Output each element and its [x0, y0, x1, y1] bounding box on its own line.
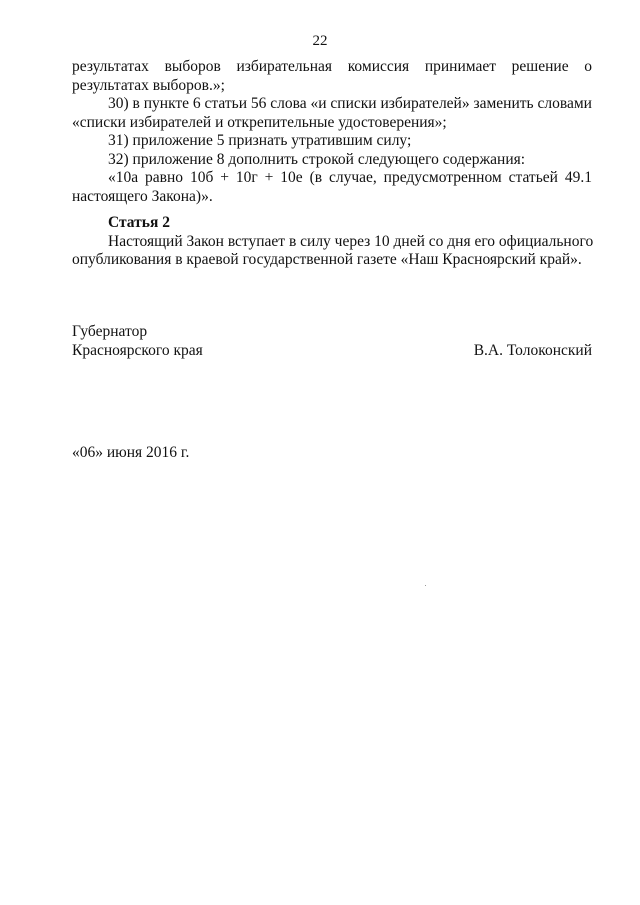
signer-position-line-1: Губернатор — [72, 323, 148, 340]
signer-position-line-2: Красноярского края — [72, 342, 203, 359]
scan-speck — [425, 585, 426, 586]
body-line-2: результатах выборов.»; — [72, 76, 225, 94]
item-30-line-2: «списки избирателей и открепительные удостоверения»; — [72, 113, 447, 131]
page-number: 22 — [312, 33, 328, 49]
quote-line-2: настоящего Закона)». — [72, 187, 213, 205]
item-32: 32) приложение 8 дополнить строкой следующего содержания: — [108, 150, 526, 168]
signer-name: В.А. Толоконский — [473, 342, 592, 359]
article-2-title: Статья 2 — [108, 214, 170, 231]
article-2-line-1: Настоящий Закон вступает в силу через 10 дней со дня его официального — [108, 232, 594, 250]
item-31: 31) приложение 5 признать утратившим силу; — [108, 132, 412, 149]
article-2 — [72, 214, 592, 270]
body-line-1: результатах выборов избирательная комиссия принимает решение о — [72, 58, 592, 75]
quote-line-1: «10а равно 10б + 10г + 10е (в случае, предусмотренном статьей 49.1 — [108, 169, 592, 186]
document-date: «06» июня 2016 г. — [72, 444, 190, 461]
article-2-line-2: опубликования в краевой государственной газете «Наш Красноярский край». — [72, 251, 582, 268]
item-30-line-1: 30) в пункте 6 статьи 56 слова «и списки избирателей» заменить словами — [108, 95, 592, 112]
signature-block — [72, 322, 592, 360]
body-text — [72, 58, 592, 206]
